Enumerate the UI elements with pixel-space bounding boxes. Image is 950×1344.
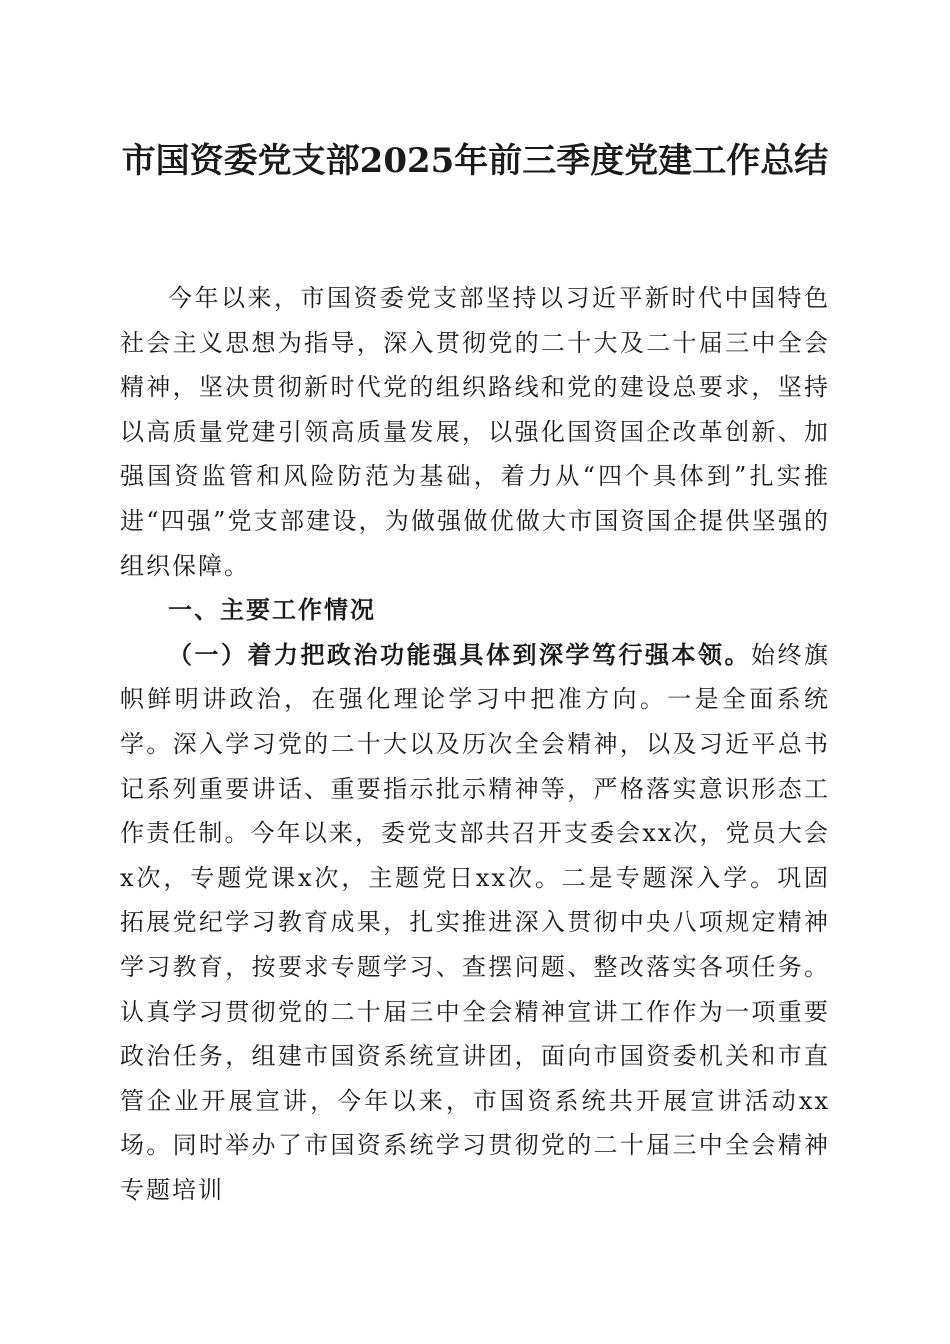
subsection-paragraph-political-function: [120, 633, 830, 1213]
subsection-body: 始终旗帜鲜明讲政治，在强化理论学习中把准方向。一是全面系统学。深入学习党的二十大以及历次全会精神，以及习近平总书记系列重要讲话、重要指示批示精神等，严格落实意识形态工作责任制。今年以来，委党支部共召开支委会xx次，党员大会x次，专题党课x次，主题党日xx次。二是专题深入学。巩固拓展党纪学习教育成果，扎实推进深入贯彻中央八项规定精神学习教育，按要求专题学习、查摆问题、整改落实各项任务。认真学习贯彻党的二十届三中全会精神宣讲工作作为一项重要政治任务，组建市国资系统宣讲团，面向市国资委机关和市直管企业开展宣讲，今年以来，市国资系统共开展宣讲活动xx场。同时举办了市国资系统学习贯彻党的二十届三中全会精神专题培训: [120, 640, 830, 1204]
intro-paragraph: 今年以来，市国资委党支部坚持以习近平新时代中国特色社会主义思想为指导，深入贯彻党的二十大及二十届三中全会精神，坚决贯彻新时代党的组织路线和党的建设总要求，坚持以高质量党建引领高质量发展，以强化国资国企改革创新、加强国资监管和风险防范为基础，着力从“四个具体到”扎实推进“四强”党支部建设，为做强做优做大市国资国企提供坚强的组织保障。: [120, 284, 830, 580]
document-body: [120, 276, 830, 1212]
section-heading-main-work: 一、主要工作情况: [168, 596, 376, 625]
document-title: 市国资委党支部2025年前三季度党建工作总结: [121, 141, 829, 181]
subsection-lead: （一）着力把政治功能强具体到深学笃行强本领。: [168, 639, 751, 669]
